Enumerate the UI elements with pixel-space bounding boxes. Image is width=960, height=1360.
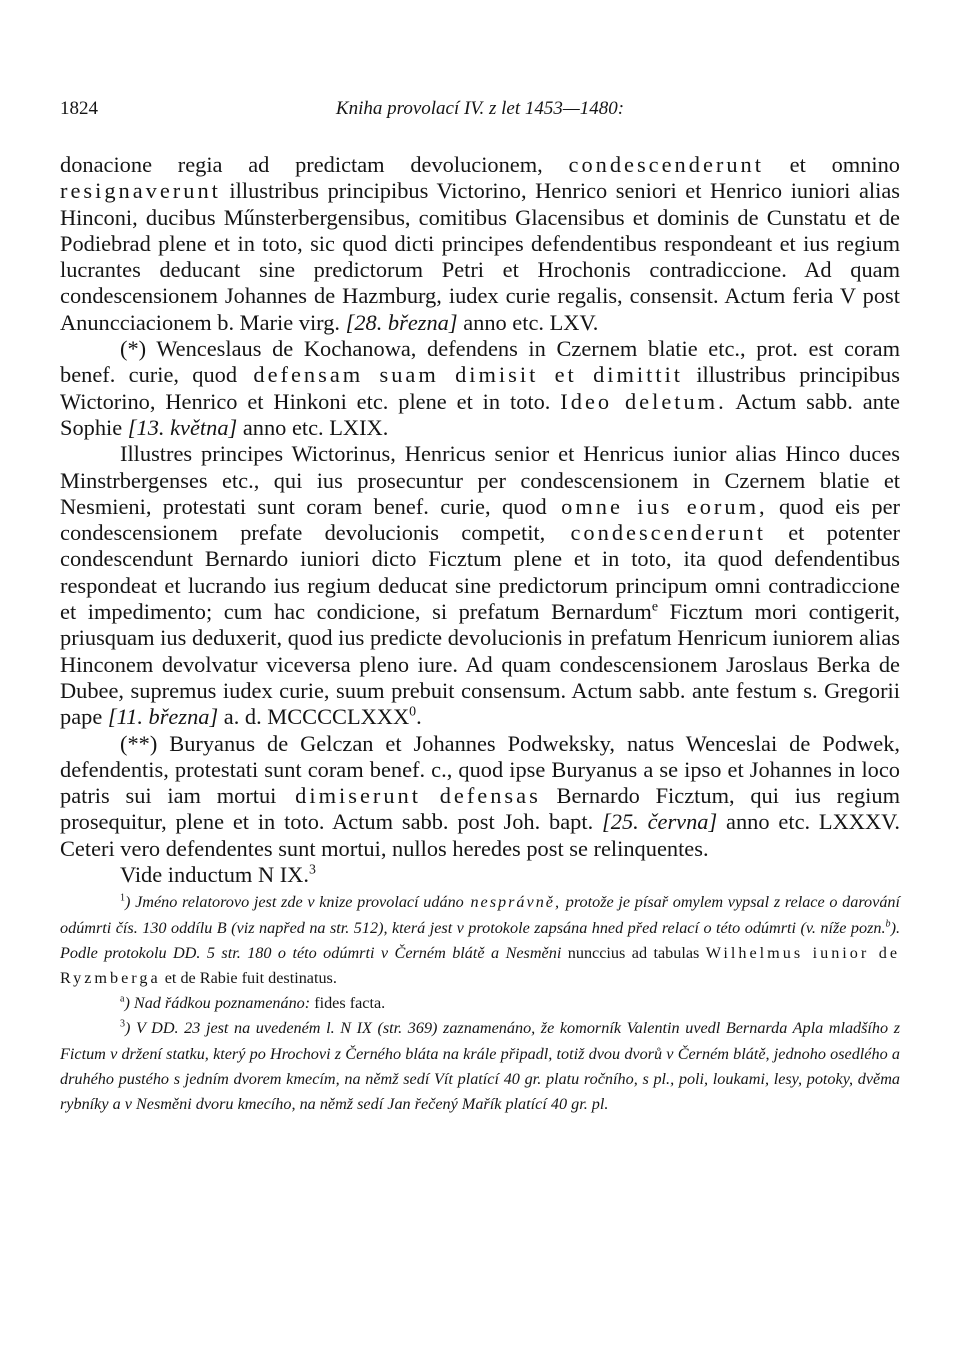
footnote-mark: a: [120, 993, 125, 1005]
date-note: [28. března]: [340, 309, 464, 335]
footnote-text: nunccius ad tabulas: [561, 943, 706, 962]
text-segment: donacione regia ad predictam devolucionem,: [60, 152, 543, 177]
footnote-mark: b: [885, 918, 891, 930]
text-segment: illustribus principibus Wictorino, Henrico et Hinkoni etc. plene et in toto.: [60, 362, 900, 414]
footnote-text: ). Podle protokolu DD. 5 str. 180 o této odúmrti v Černém blátě a Nesměni: [60, 918, 900, 962]
text-segment: quod eis per condescensionem prefate devolucionis competit,: [60, 493, 900, 546]
text-segment: (*) Wenceslaus de Kochanowa, defendens in Czernem blatie etc., prot. est coram benef. curie, quod: [60, 336, 900, 388]
text-segment: Ficztum mori contigerit, priusquam ius deduxerit, quod ius predicte devolucionis in prefatum Henricum iuniorem alias Hinconem devolvatur viceversa pleno iure. Ad quam condescensionem Jaroslaus Berka de Dubee, supremus iudex curie, suum prebuit consensum. Actum sabb. ante festum s. Gregorii pape: [60, 599, 900, 730]
footnote-text: protože je písař omylem vypsal z relace o darování odúmrti čís. 130 oddílu B (viz napřed na str. 512), která jest v protokole zapsána hned před relací o této odúmrti (v. níže pozn.: [60, 893, 901, 937]
text-segment: et potenter condescendunt Bernardo iuniori dicto Ficztum plene et in toto, ita quod defendentibus respondeat et lucrando ius regium deducat sine predictorum principum omni contradiccione et impedimento; cum hac condicione, si prefatum Bernardum: [60, 520, 901, 625]
text-segment: anno etc. LXXXV. Ceteri vero defendentes sunt mortui, nullos heredes post se relinquentes.: [60, 809, 900, 861]
running-title: Kniha provolací IV. z let 1453—1480:: [335, 98, 625, 119]
spaced-text: condescenderunt: [545, 520, 766, 546]
text-segment: .: [416, 704, 422, 730]
paragraph-4: [60, 731, 900, 862]
superscript-mark: e: [651, 599, 659, 615]
paragraph-2: [60, 336, 900, 441]
paragraph-5: [60, 862, 900, 888]
text-segment: Vide inductum N IX.: [120, 862, 309, 888]
footnote-text: fides facta.: [310, 994, 386, 1013]
text-segment: Illustres principes Wictorinus, Henricus senior et Henricus iunior alias Hinco duces Minstrbergenses etc., qui ius prosecuntur per condescensionem in Czernem blatie et Nesmieni, protestati sunt coram benef. curie, quod: [60, 441, 900, 519]
paragraph-3: [60, 441, 900, 730]
text-segment: anno etc. LXIX.: [242, 414, 389, 440]
text-segment: Actum sabb. ante Sophie: [60, 388, 900, 440]
footnote-3: [60, 1016, 900, 1117]
text-segment: anno etc. LXV.: [463, 309, 599, 335]
spaced-text: defensam suam dimisit et dimittit: [237, 362, 684, 388]
spaced-text: Ideo deletum.: [560, 388, 727, 414]
footnotes: [60, 890, 900, 1117]
text-segment: (**) Buryanus de Gelczan et Johannes Podweksky, natus Wenceslai de Podwek, defendentis, protestati sunt coram benef. c., quod ipse Buryanus a se ipso et Johannes in loco patris sui iam mortui: [60, 730, 900, 809]
superscript-mark: 0: [409, 704, 417, 720]
date-note: [11. března]: [102, 704, 224, 730]
footnote-ref[interactable]: 3: [308, 862, 316, 878]
text-segment: a. d. MCCCCLXXX: [223, 704, 410, 730]
footnote-mark: 1: [120, 892, 126, 904]
date-note: [25. června]: [593, 809, 727, 835]
text-segment: Bernardo Ficztum, qui ius regium prosequitur, plene et in toto. Actum sabb. post Joh. bapt.: [60, 783, 901, 835]
text-segment: illustribus principibus Victorino, Henrico seniori et Henrico iuniori alias Hinconi, ducibus Műnsterbergensibus, comitibus Glacensibus et dominis de Cunstatu et de Podiebrad plene et in toto, sic quod dicti principes defendentibus respondeant et ius regium lucrantes deducant sine predictorum Petri et Hrochonis contradiccione. Ad quam condescensionem Johannes de Hazmburg, iudex curie regalis, consensit. Actum feria V post Anuncciacionem b. Marie virg.: [60, 178, 900, 335]
footnote-1: [60, 890, 900, 991]
document-page: [60, 98, 900, 1117]
page-number: 1824: [60, 98, 98, 119]
footnote-text: et de Rabie fuit destinatus.: [160, 968, 337, 987]
date-note: [13. května]: [122, 414, 243, 440]
spaced-text: condescenderunt: [568, 152, 764, 177]
footnote-2: [60, 991, 900, 1016]
spaced-text: nesprávně,: [463, 893, 562, 912]
spaced-text: omne ius eorum,: [546, 493, 768, 519]
footnote-text: ) V DD. 23 jest na uvedeném l. N IX (str. 369) zaznamenáno, že komorník Valentin uvedl Bernarda Apla mladšího z Fictum v držení statku, který po Hrochovi z Černého bláta na krále připadl, totiž dvou dvorů v Černém blátě, jednoho osedlého a druhého pustého s jedním dvorem kmecím, na němž sedí Vít platící 40 gr. platu ročního, s pl., poli, loukami, lesy, potoky, dvěma rybníky a v Nesměni dvoru kmecího, na němž sedí Jan řečený Mařík platící 40 gr. pl.: [60, 1019, 900, 1113]
page-header: [60, 98, 900, 132]
text-segment: et omnino: [763, 152, 900, 177]
footnote-mark: 3: [120, 1018, 126, 1030]
spaced-text: dimiserunt defensas: [276, 783, 541, 809]
paragraph-1: [60, 152, 900, 336]
footnote-text: ) Jméno relatorovo jest zde v knize provolací udáno: [125, 893, 464, 912]
footnote-text: ) Nad řádkou poznamenáno:: [124, 994, 311, 1013]
spaced-text: resignaverunt: [60, 178, 221, 204]
spaced-text: Wilhelmus iunior de Ryzmberga: [60, 943, 901, 987]
main-text: [60, 152, 900, 888]
